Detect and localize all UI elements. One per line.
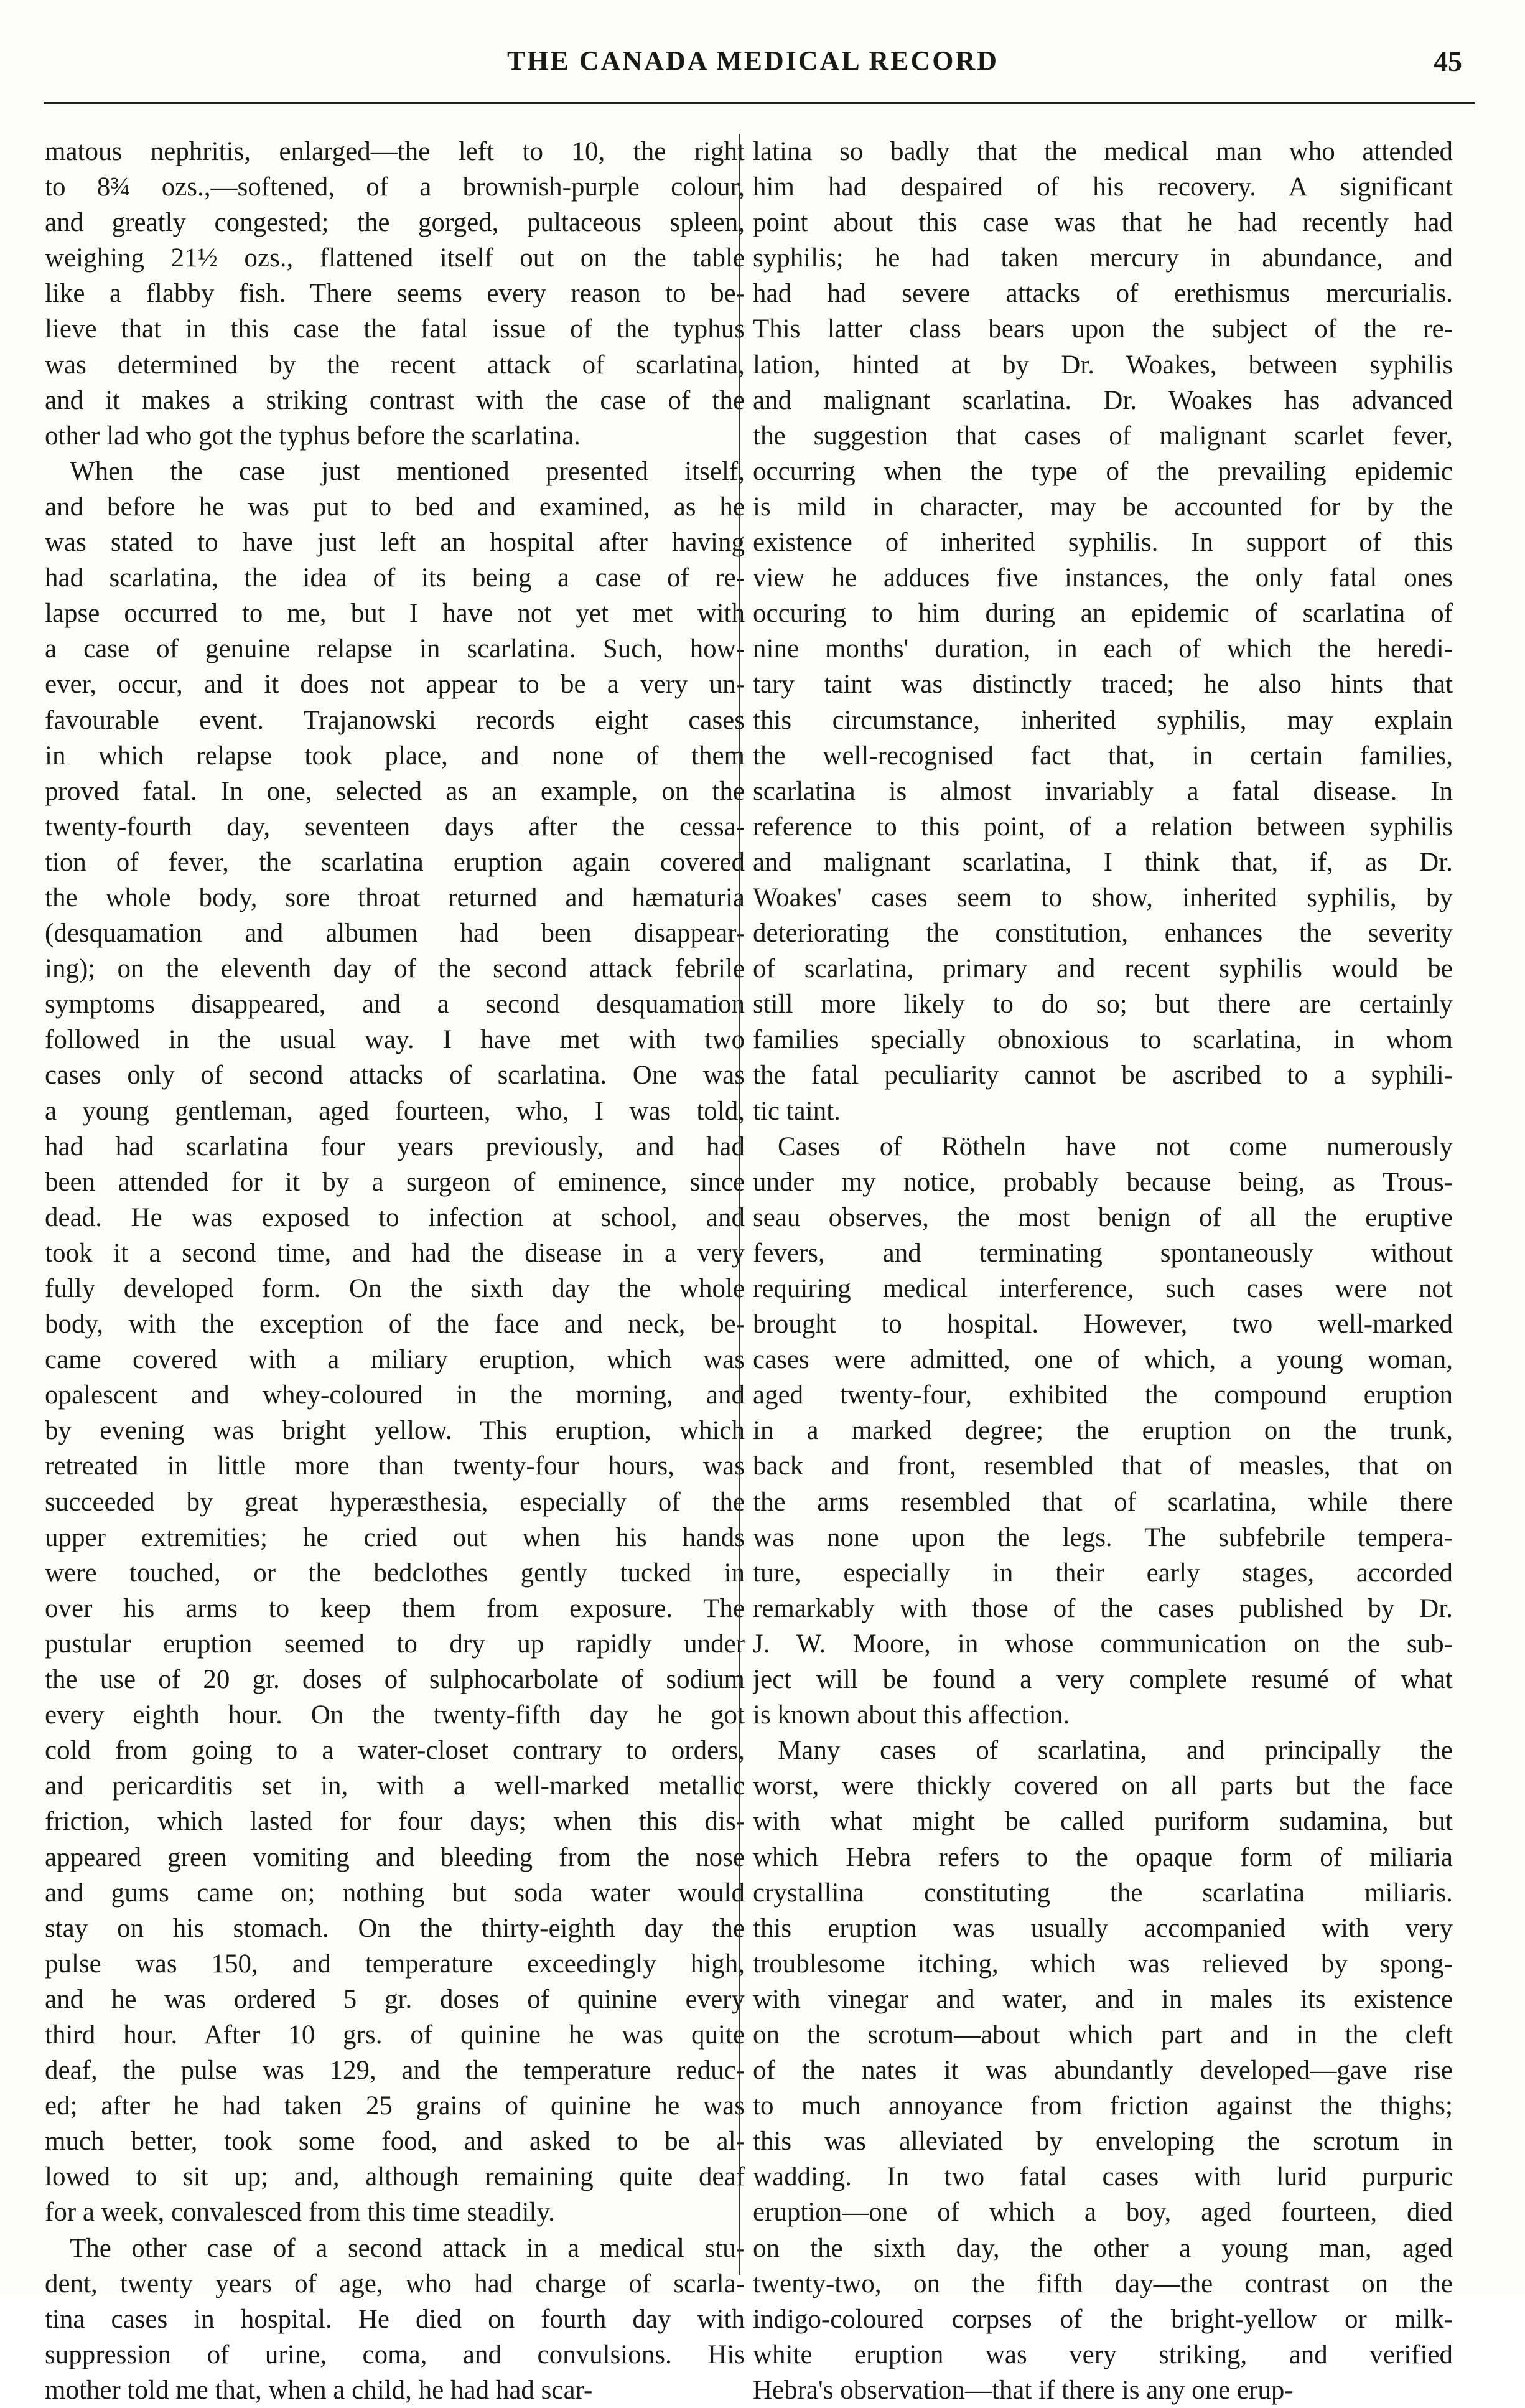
text-line: and malignant scarlatina, I think that, if, as Dr.: [753, 847, 1453, 877]
text-line: remarkably with those of the cases published by Dr.: [753, 1593, 1453, 1623]
text-line: symptoms disappeared, and a second desquamation: [45, 990, 745, 1019]
text-line: a case of genuine relapse in scarlatina. Such, how-: [45, 634, 745, 664]
text-line: This latter class bears upon the subject of the re-: [753, 314, 1453, 344]
text-line: every eighth hour. On the twenty-fifth day he got: [45, 1700, 745, 1730]
text-line: pulse was 150, and temperature exceedingly high,: [45, 1949, 745, 1979]
text-line: brought to hospital. However, two well-marked: [753, 1309, 1453, 1339]
text-line: Many cases of scarlatina, and principally the: [778, 1736, 1453, 1766]
text-line: on the scrotum—about which part and in the cleft: [753, 2020, 1453, 2050]
text-line: seau observes, the most benign of all the eruptive: [753, 1202, 1453, 1232]
text-line: third hour. After 10 grs. of quinine he was quite: [45, 2020, 745, 2050]
text-line: lowed to sit up; and, although remaining quite deaf: [45, 2162, 745, 2192]
running-title: THE CANADA MEDICAL RECORD: [506, 45, 999, 76]
text-line: like a flabby fish. There seems every reason to be-: [45, 279, 745, 309]
text-line: cases only of second attacks of scarlatina. One was: [45, 1061, 745, 1090]
text-line: ject will be found a very complete resumé of what: [753, 1665, 1453, 1695]
text-line: of the nates it was abundantly developed—gave rise: [753, 2056, 1453, 2086]
text-line: deteriorating the constitution, enhances the severity: [753, 919, 1453, 949]
text-line: this was alleviated by enveloping the scrotum in: [753, 2127, 1453, 2157]
text-line: on the sixth day, the other a young man, aged: [753, 2233, 1453, 2263]
text-line: cases were admitted, one of which, a young woman,: [753, 1345, 1453, 1375]
text-line: J. W. Moore, in whose communication on the sub-: [753, 1629, 1453, 1659]
text-line: tina cases in hospital. He died on fourth day with: [45, 2304, 745, 2334]
text-line: and gums came on; nothing but soda water would: [45, 1878, 745, 1908]
text-line: scarlatina is almost invariably a fatal disease. In: [753, 776, 1453, 806]
text-line: ture, especially in their early stages, accorded: [753, 1558, 1453, 1588]
text-line: the well-recognised fact that, in certain families,: [753, 741, 1453, 771]
text-line: tary taint was distinctly traced; he also hints that: [753, 670, 1453, 700]
text-line: indigo-coloured corpses of the bright-yellow or milk-: [753, 2304, 1453, 2334]
text-line: suppression of urine, coma, and convulsions. His: [45, 2340, 745, 2369]
text-line: worst, were thickly covered on all parts but the face: [753, 1771, 1453, 1801]
text-line: and malignant scarlatina. Dr. Woakes has advanced: [753, 385, 1453, 415]
text-line: nine months' duration, in each of which the heredi-: [753, 634, 1453, 664]
text-line: and greatly congested; the gorged, pultaceous spleen,: [45, 208, 745, 238]
text-line: latina so badly that the medical man who attended: [753, 137, 1453, 166]
text-line: succeeded by great hyperæsthesia, especially of the: [45, 1487, 745, 1517]
text-line: this circumstance, inherited syphilis, may explain: [753, 705, 1453, 735]
text-line: other lad who got the typhus before the scarlatina.: [45, 421, 581, 451]
text-line: were touched, or the bedclothes gently tucked in: [45, 1558, 745, 1588]
text-line: is mild in character, may be accounted for by the: [753, 492, 1453, 522]
text-line: Woakes' cases seem to show, inherited syphilis, by: [753, 883, 1453, 912]
text-line: with what might be called puriform sudamina, but: [753, 1807, 1453, 1837]
text-line: white eruption was very striking, and verified: [753, 2340, 1453, 2369]
text-line: to much annoyance from friction against the thighs;: [753, 2091, 1453, 2121]
text-line: and it makes a striking contrast with the case of the: [45, 385, 745, 415]
text-line: the use of 20 gr. doses of sulphocarbolate of sodium: [45, 1665, 745, 1695]
text-line: Cases of Rötheln have not come numerously: [778, 1131, 1453, 1161]
text-line: families specially obnoxious to scarlatina, in whom: [753, 1025, 1453, 1055]
text-line: took it a second time, and had the disease in a very: [45, 1238, 745, 1268]
text-line: tic taint.: [753, 1096, 841, 1126]
text-line: the suggestion that cases of malignant scarlet fever,: [753, 421, 1453, 451]
text-line: appeared green vomiting and bleeding from the nose: [45, 1842, 745, 1872]
text-line: back and front, resembled that of measles, that on: [753, 1451, 1453, 1481]
text-line: matous nephritis, enlarged—the left to 10, the right: [45, 137, 745, 166]
text-line: twenty-two, on the fifth day—the contrast on the: [753, 2269, 1453, 2298]
text-line: troublesome itching, which was relieved by spong-: [753, 1949, 1453, 1979]
text-line: had had severe attacks of erethismus mercurialis.: [753, 279, 1453, 309]
text-line: The other case of a second attack in a medical stu-: [70, 2233, 745, 2263]
text-line: was none upon the legs. The subfebrile tempera-: [753, 1522, 1453, 1552]
text-line: to 8¾ ozs.,—softened, of a brownish-purple colour,: [45, 172, 745, 202]
text-line: with vinegar and water, and in males its existence: [753, 1984, 1453, 2014]
text-line: by evening was bright yellow. This eruption, which: [45, 1416, 745, 1446]
text-line: view he adduces five instances, the only fatal ones: [753, 563, 1453, 593]
text-line: was stated to have just left an hospital after having: [45, 528, 745, 558]
text-line: the fatal peculiarity cannot be ascribed to a syphili-: [753, 1061, 1453, 1090]
text-line: pustular eruption seemed to dry up rapidly under: [45, 1629, 745, 1659]
text-line: lieve that in this case the fatal issue of the typhus: [45, 314, 745, 344]
page-number: 45: [1434, 45, 1462, 77]
text-line: and before he was put to bed and examined, as he: [45, 492, 745, 522]
text-line: ever, occur, and it does not appear to be a very un-: [45, 670, 745, 700]
text-line: deaf, the pulse was 129, and the temperature reduc-: [45, 2056, 745, 2086]
text-line: and pericarditis set in, with a well-marked metallic: [45, 1771, 745, 1801]
text-line: in which relapse took place, and none of them: [45, 741, 745, 771]
text-line: favourable event. Trajanowski records eight cases: [45, 705, 745, 735]
text-line: opalescent and whey-coloured in the morning, and: [45, 1380, 745, 1410]
text-line: Hebra's observation—that if there is any one erup-: [753, 2375, 1294, 2405]
text-line: a young gentleman, aged fourteen, who, I was told,: [45, 1096, 745, 1126]
text-line: aged twenty-four, exhibited the compound eruption: [753, 1380, 1453, 1410]
right-column: [753, 134, 1453, 2408]
text-line: much better, took some food, and asked to be al-: [45, 2127, 745, 2157]
text-line: requiring medical interference, such cases were not: [753, 1274, 1453, 1303]
text-line: crystallina constituting the scarlatina miliaris.: [753, 1878, 1453, 1908]
text-line: When the case just mentioned presented itself,: [70, 456, 745, 486]
text-line: reference to this point, of a relation between syphilis: [753, 812, 1453, 841]
text-line: came covered with a miliary eruption, which was: [45, 1345, 745, 1375]
text-line: and he was ordered 5 gr. doses of quinine every: [45, 1984, 745, 2014]
text-line: under my notice, probably because being, as Trous-: [753, 1167, 1453, 1197]
text-line: fevers, and terminating spontaneously without: [753, 1238, 1453, 1268]
text-line: eruption—one of which a boy, aged fourteen, died: [753, 2198, 1453, 2228]
left-column: [45, 134, 745, 2408]
text-line: (desquamation and albumen had been disappear-: [45, 919, 745, 949]
text-line: over his arms to keep them from exposure. The: [45, 1593, 745, 1623]
running-head: [44, 45, 1462, 82]
text-line: point about this case was that he had recently had: [753, 208, 1453, 238]
text-line: fully developed form. On the sixth day the whole: [45, 1274, 745, 1303]
text-line: weighing 21½ ozs., flattened itself out on the table: [45, 243, 745, 273]
text-line: had had scarlatina four years previously, and had: [45, 1131, 745, 1161]
text-line: lapse occurred to me, but I have not yet met with: [45, 599, 745, 629]
text-line: lation, hinted at by Dr. Woakes, between syphilis: [753, 350, 1453, 380]
text-line: followed in the usual way. I have met with two: [45, 1025, 745, 1055]
text-line: which Hebra refers to the opaque form of miliaria: [753, 1842, 1453, 1872]
text-line: been attended for it by a surgeon of eminence, since: [45, 1167, 745, 1197]
text-line: body, with the exception of the face and neck, be-: [45, 1309, 745, 1339]
text-line: mother told me that, when a child, he had had scar-: [45, 2375, 593, 2405]
text-line: in a marked degree; the eruption on the trunk,: [753, 1416, 1453, 1446]
header-rule: [44, 102, 1475, 104]
text-line: existence of inherited syphilis. In support of this: [753, 528, 1453, 558]
text-line: tion of fever, the scarlatina eruption again covered: [45, 847, 745, 877]
text-line: him had despaired of his recovery. A significant: [753, 172, 1453, 202]
text-line: of scarlatina, primary and recent syphilis would be: [753, 954, 1453, 984]
text-line: occuring to him during an epidemic of scarlatina of: [753, 599, 1453, 629]
text-line: dent, twenty years of age, who had charge of scarla-: [45, 2269, 745, 2298]
text-line: syphilis; he had taken mercury in abundance, and: [753, 243, 1453, 273]
text-line: wadding. In two fatal cases with lurid purpuric: [753, 2162, 1453, 2192]
text-line: ed; after he had taken 25 grains of quinine he was: [45, 2091, 745, 2121]
text-line: still more likely to do so; but there are certainly: [753, 990, 1453, 1019]
text-line: for a week, convalesced from this time steadily.: [45, 2198, 555, 2228]
text-line: cold from going to a water-closet contrary to orders,: [45, 1736, 745, 1766]
text-line: occurring when the type of the prevailing epidemic: [753, 456, 1453, 486]
text-line: friction, which lasted for four days; when this dis-: [45, 1807, 745, 1837]
text-line: the whole body, sore throat returned and hæmaturia: [45, 883, 745, 912]
text-line: stay on his stomach. On the thirty-eighth day the: [45, 1913, 745, 1943]
text-line: is known about this affection.: [753, 1700, 1070, 1730]
text-line: retreated in little more than twenty-four hours, was: [45, 1451, 745, 1481]
text-line: was determined by the recent attack of scarlatina,: [45, 350, 745, 380]
text-line: dead. He was exposed to infection at school, and: [45, 1202, 745, 1232]
text-line: this eruption was usually accompanied with very: [753, 1913, 1453, 1943]
text-line: proved fatal. In one, selected as an example, on the: [45, 776, 745, 806]
text-line: had scarlatina, the idea of its being a case of re-: [45, 563, 745, 593]
text-line: ing); on the eleventh day of the second attack febrile: [45, 954, 745, 984]
column-divider: [739, 134, 740, 2275]
text-line: upper extremities; he cried out when his hands: [45, 1522, 745, 1552]
text-line: twenty-fourth day, seventeen days after the cessa-: [45, 812, 745, 841]
text-line: the arms resembled that of scarlatina, while there: [753, 1487, 1453, 1517]
